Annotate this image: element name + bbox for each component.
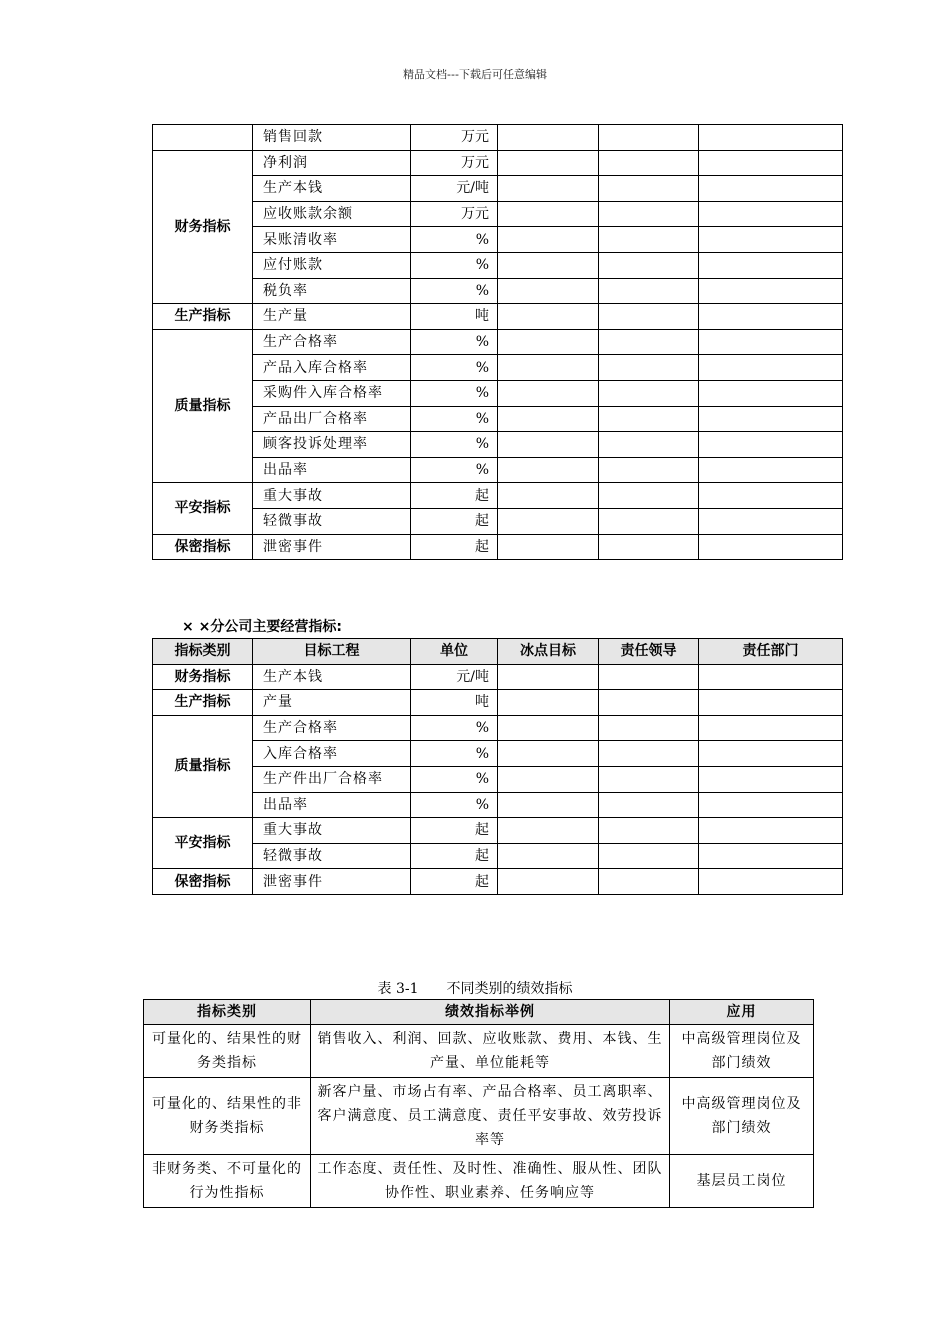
- dept-cell: [699, 741, 843, 767]
- table-row: [153, 715, 843, 741]
- unit-cell: %: [411, 457, 498, 483]
- dept-cell: [699, 432, 843, 458]
- column-header: 指标类别: [153, 639, 253, 665]
- target-cell: [498, 150, 599, 176]
- table-row: [153, 304, 843, 330]
- table-row: [144, 1078, 814, 1155]
- table-caption: [0, 978, 950, 998]
- category-cell: 财务指标: [153, 664, 253, 690]
- table-row: [153, 278, 843, 304]
- table-row: [153, 150, 843, 176]
- leader-cell: [599, 690, 699, 716]
- unit-cell: %: [411, 278, 498, 304]
- table-row: [153, 741, 843, 767]
- examples-cell: 销售收入、利润、回款、应收账款、费用、本钱、生产量、单位能耗等: [311, 1025, 670, 1078]
- category-cell: 生产指标: [153, 690, 253, 716]
- leader-cell: [599, 380, 699, 406]
- item-cell: 出品率: [253, 792, 411, 818]
- item-cell: 呆账清收率: [253, 227, 411, 253]
- column-header: 冰点目标: [498, 639, 599, 665]
- leader-cell: [599, 304, 699, 330]
- target-cell: [498, 227, 599, 253]
- table-row: [153, 457, 843, 483]
- leader-cell: [599, 869, 699, 895]
- unit-cell: %: [411, 432, 498, 458]
- target-cell: [498, 432, 599, 458]
- table-row: [153, 201, 843, 227]
- unit-cell: %: [411, 741, 498, 767]
- leader-cell: [599, 715, 699, 741]
- dept-cell: [699, 869, 843, 895]
- page-header: 精品文档---下载后可任意编辑: [403, 68, 547, 81]
- dept-cell: [699, 355, 843, 381]
- item-cell: 轻微事故: [253, 508, 411, 534]
- target-cell: [498, 508, 599, 534]
- leader-cell: [599, 534, 699, 560]
- dept-cell: [699, 329, 843, 355]
- dept-cell: [699, 792, 843, 818]
- target-cell: [498, 818, 599, 844]
- table-row: [153, 792, 843, 818]
- item-cell: 生产件出厂合格率: [253, 766, 411, 792]
- unit-cell: 起: [411, 843, 498, 869]
- unit-cell: %: [411, 792, 498, 818]
- target-cell: [498, 406, 599, 432]
- caption-title: 不同类别的绩效指标: [446, 981, 573, 997]
- category-cell: [153, 125, 253, 151]
- leader-cell: [599, 483, 699, 509]
- column-header: 绩效指标举例: [311, 1000, 670, 1025]
- leader-cell: [599, 508, 699, 534]
- category-cell: 保密指标: [153, 534, 253, 560]
- category-cell: 生产指标: [153, 304, 253, 330]
- leader-cell: [599, 201, 699, 227]
- branch-indicators-title: × ×分公司主要经营指标:: [182, 619, 342, 635]
- target-cell: [498, 329, 599, 355]
- item-cell: 应付账款: [253, 252, 411, 278]
- leader-cell: [599, 664, 699, 690]
- leader-cell: [599, 252, 699, 278]
- examples-cell: 新客户量、市场占有率、产品合格率、员工离职率、客户满意度、员工满意度、责任平安事故、效劳投诉率等: [311, 1078, 670, 1155]
- leader-cell: [599, 278, 699, 304]
- target-cell: [498, 252, 599, 278]
- table-row: [153, 355, 843, 381]
- item-cell: 税负率: [253, 278, 411, 304]
- column-header: 指标类别: [144, 1000, 311, 1025]
- dept-cell: [699, 664, 843, 690]
- target-cell: [498, 869, 599, 895]
- dept-cell: [699, 227, 843, 253]
- table-row: [153, 766, 843, 792]
- table-row: [153, 227, 843, 253]
- item-cell: 产品出厂合格率: [253, 406, 411, 432]
- dept-cell: [699, 690, 843, 716]
- unit-cell: 吨: [411, 304, 498, 330]
- unit-cell: 万元: [411, 150, 498, 176]
- unit-cell: 起: [411, 818, 498, 844]
- table-row: [144, 1155, 814, 1208]
- indicator-table-2: [152, 638, 843, 895]
- table-row: [153, 818, 843, 844]
- target-cell: [498, 534, 599, 560]
- item-cell: 泄密事件: [253, 534, 411, 560]
- dept-cell: [699, 843, 843, 869]
- unit-cell: %: [411, 329, 498, 355]
- dept-cell: [699, 534, 843, 560]
- item-cell: 顾客投诉处理率: [253, 432, 411, 458]
- dept-cell: [699, 766, 843, 792]
- dept-cell: [699, 150, 843, 176]
- dept-cell: [699, 508, 843, 534]
- performance-indicator-table: [143, 999, 814, 1208]
- table-row: [153, 664, 843, 690]
- dept-cell: [699, 457, 843, 483]
- table-row: [153, 432, 843, 458]
- target-cell: [498, 380, 599, 406]
- table-row: [153, 252, 843, 278]
- item-cell: 入库合格率: [253, 741, 411, 767]
- target-cell: [498, 715, 599, 741]
- target-cell: [498, 457, 599, 483]
- unit-cell: 起: [411, 508, 498, 534]
- leader-cell: [599, 406, 699, 432]
- item-cell: 重大事故: [253, 818, 411, 844]
- item-cell: 生产本钱: [253, 664, 411, 690]
- item-cell: 采购件入库合格率: [253, 380, 411, 406]
- unit-cell: %: [411, 252, 498, 278]
- category-cell: 非财务类、不可量化的行为性指标: [144, 1155, 311, 1208]
- category-cell: 保密指标: [153, 869, 253, 895]
- dept-cell: [699, 715, 843, 741]
- unit-cell: 起: [411, 869, 498, 895]
- target-cell: [498, 176, 599, 202]
- application-cell: 基层员工岗位: [670, 1155, 814, 1208]
- column-header: 责任领导: [599, 639, 699, 665]
- target-cell: [498, 741, 599, 767]
- examples-cell: 工作态度、责任性、及时性、准确性、服从性、团队协作性、职业素养、任务响应等: [311, 1155, 670, 1208]
- leader-cell: [599, 792, 699, 818]
- leader-cell: [599, 355, 699, 381]
- dept-cell: [699, 304, 843, 330]
- leader-cell: [599, 329, 699, 355]
- unit-cell: %: [411, 406, 498, 432]
- table-row: [153, 508, 843, 534]
- target-cell: [498, 792, 599, 818]
- category-cell: 可量化的、结果性的财务类指标: [144, 1025, 311, 1078]
- item-cell: 产量: [253, 690, 411, 716]
- unit-cell: 吨: [411, 690, 498, 716]
- column-header: 应用: [670, 1000, 814, 1025]
- item-cell: 销售回款: [253, 125, 411, 151]
- unit-cell: %: [411, 227, 498, 253]
- unit-cell: %: [411, 715, 498, 741]
- table-row: [153, 176, 843, 202]
- leader-cell: [599, 176, 699, 202]
- leader-cell: [599, 227, 699, 253]
- application-cell: 中高级管理岗位及部门绩效: [670, 1025, 814, 1078]
- caption-number: 表 3-1: [377, 981, 419, 997]
- dept-cell: [699, 483, 843, 509]
- leader-cell: [599, 432, 699, 458]
- target-cell: [498, 355, 599, 381]
- table-row: [153, 843, 843, 869]
- column-header: 责任部门: [699, 639, 843, 665]
- item-cell: 生产量: [253, 304, 411, 330]
- dept-cell: [699, 380, 843, 406]
- unit-cell: 万元: [411, 125, 498, 151]
- table-row: [153, 869, 843, 895]
- unit-cell: %: [411, 380, 498, 406]
- category-cell: 平安指标: [153, 818, 253, 869]
- unit-cell: 起: [411, 483, 498, 509]
- target-cell: [498, 278, 599, 304]
- category-cell: 平安指标: [153, 483, 253, 534]
- application-cell: 中高级管理岗位及部门绩效: [670, 1078, 814, 1155]
- leader-cell: [599, 766, 699, 792]
- target-cell: [498, 483, 599, 509]
- target-cell: [498, 766, 599, 792]
- target-cell: [498, 843, 599, 869]
- item-cell: 应收账款余额: [253, 201, 411, 227]
- category-cell: 可量化的、结果性的非财务类指标: [144, 1078, 311, 1155]
- table-row: [153, 380, 843, 406]
- item-cell: 生产合格率: [253, 329, 411, 355]
- table-header-row: [153, 639, 843, 665]
- dept-cell: [699, 278, 843, 304]
- item-cell: 生产合格率: [253, 715, 411, 741]
- target-cell: [498, 304, 599, 330]
- table-row: [153, 534, 843, 560]
- table-row: [153, 483, 843, 509]
- table-row: [144, 1025, 814, 1078]
- target-cell: [498, 690, 599, 716]
- target-cell: [498, 664, 599, 690]
- leader-cell: [599, 125, 699, 151]
- column-header: 单位: [411, 639, 498, 665]
- item-cell: 重大事故: [253, 483, 411, 509]
- leader-cell: [599, 150, 699, 176]
- category-cell: 质量指标: [153, 715, 253, 817]
- unit-cell: 万元: [411, 201, 498, 227]
- target-cell: [498, 125, 599, 151]
- category-cell: 财务指标: [153, 150, 253, 304]
- table-header-row: [144, 1000, 814, 1025]
- target-cell: [498, 201, 599, 227]
- dept-cell: [699, 818, 843, 844]
- table-row: [153, 329, 843, 355]
- dept-cell: [699, 125, 843, 151]
- unit-cell: %: [411, 355, 498, 381]
- leader-cell: [599, 843, 699, 869]
- leader-cell: [599, 741, 699, 767]
- table-row: [153, 406, 843, 432]
- leader-cell: [599, 457, 699, 483]
- column-header: 目标工程: [253, 639, 411, 665]
- dept-cell: [699, 201, 843, 227]
- dept-cell: [699, 176, 843, 202]
- leader-cell: [599, 818, 699, 844]
- unit-cell: %: [411, 766, 498, 792]
- indicator-table-1: [152, 124, 843, 560]
- item-cell: 生产本钱: [253, 176, 411, 202]
- category-cell: 质量指标: [153, 329, 253, 483]
- item-cell: 出品率: [253, 457, 411, 483]
- unit-cell: 元/吨: [411, 176, 498, 202]
- item-cell: 泄密事件: [253, 869, 411, 895]
- dept-cell: [699, 252, 843, 278]
- dept-cell: [699, 406, 843, 432]
- table-row: [153, 690, 843, 716]
- unit-cell: 起: [411, 534, 498, 560]
- item-cell: 净利润: [253, 150, 411, 176]
- unit-cell: 元/吨: [411, 664, 498, 690]
- table-row: [153, 125, 843, 151]
- item-cell: 产品入库合格率: [253, 355, 411, 381]
- item-cell: 轻微事故: [253, 843, 411, 869]
